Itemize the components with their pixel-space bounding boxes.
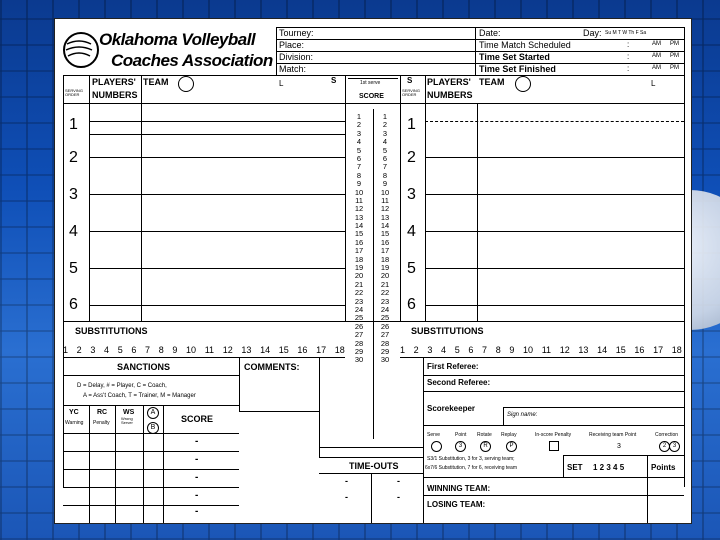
sub-number[interactable]: 1 bbox=[63, 345, 69, 355]
sub-number[interactable]: 6 bbox=[468, 345, 474, 355]
score-value[interactable]: 23 bbox=[380, 296, 390, 306]
inscore-penalty-label: In-score Penalty bbox=[535, 432, 572, 438]
colon: : bbox=[627, 52, 630, 61]
score-value[interactable]: 18 bbox=[380, 254, 390, 264]
score-value[interactable]: 21 bbox=[354, 279, 364, 289]
score-value[interactable]: 9 bbox=[356, 179, 362, 189]
sub-number[interactable]: 1 bbox=[400, 345, 406, 355]
correction-digit: 3 bbox=[672, 443, 677, 449]
sub-note-2: 6x7/6 Substitution, 7 for 6, receiving team bbox=[425, 465, 517, 471]
sub-number[interactable]: 4 bbox=[441, 345, 447, 355]
score-value[interactable]: 8 bbox=[356, 170, 362, 180]
sub-number[interactable]: 13 bbox=[578, 345, 589, 355]
sub-note-1: S3/1 Substitution, 3 for 3, serving team; bbox=[427, 456, 515, 462]
days-of-week: Su M T W Th F Sa bbox=[605, 30, 647, 36]
replay-label: Replay bbox=[501, 432, 517, 438]
score-value[interactable]: 4 bbox=[382, 137, 388, 147]
right-row-number: 1 bbox=[407, 116, 416, 133]
sub-number[interactable]: 4 bbox=[104, 345, 110, 355]
rc-label: RC bbox=[97, 409, 108, 416]
time-match-label: Time Match Scheduled bbox=[479, 40, 571, 50]
right-numbers-label: NUMBERS bbox=[427, 90, 473, 100]
score-value[interactable]: 19 bbox=[380, 263, 390, 273]
division-label: Division: bbox=[279, 52, 314, 62]
time-finished-label: Time Set Finished bbox=[479, 64, 556, 74]
score-value[interactable]: 1 bbox=[382, 112, 388, 121]
left-team-circle[interactable] bbox=[178, 76, 194, 92]
score-value[interactable]: 2 bbox=[356, 120, 362, 130]
left-substitutions-label: SUBSTITUTIONS bbox=[75, 326, 148, 336]
sanctions-legend-2: A = Ass't Coach, T = Trainer, M = Manager bbox=[83, 393, 196, 399]
score-value[interactable]: 16 bbox=[354, 237, 364, 247]
pm-label: PM bbox=[670, 53, 679, 59]
comments-label: COMMENTS: bbox=[244, 362, 300, 372]
right-row-number: 3 bbox=[407, 186, 416, 203]
score-value[interactable]: 9 bbox=[382, 179, 388, 189]
left-numbers-label: NUMBERS bbox=[92, 90, 138, 100]
sanctions-score-label: SCORE bbox=[181, 414, 214, 424]
sub-number[interactable]: 6 bbox=[131, 345, 137, 355]
score-value[interactable]: 24 bbox=[354, 304, 364, 314]
logo-line1: Oklahoma Volleyball bbox=[99, 30, 256, 49]
score-value[interactable]: 20 bbox=[354, 271, 364, 281]
score-value[interactable]: 3 bbox=[356, 128, 362, 138]
score-value[interactable]: 10 bbox=[354, 187, 364, 197]
timeouts-label: TIME-OUTS bbox=[349, 461, 399, 471]
team-a-circle[interactable] bbox=[147, 407, 159, 419]
sub-number[interactable]: 14 bbox=[597, 345, 608, 355]
am-label: AM bbox=[652, 53, 661, 59]
score-value[interactable]: 13 bbox=[380, 212, 390, 222]
score-value[interactable]: 7 bbox=[382, 162, 388, 172]
sub-number[interactable]: 12 bbox=[222, 345, 233, 355]
timeout-dash: - bbox=[397, 492, 400, 502]
score-value[interactable]: 17 bbox=[380, 246, 390, 256]
score-value[interactable]: 20 bbox=[380, 271, 390, 281]
sub-number[interactable]: 17 bbox=[316, 345, 327, 355]
sub-number[interactable]: 5 bbox=[117, 345, 123, 355]
date-label: Date: bbox=[479, 28, 501, 38]
sub-number[interactable]: 9 bbox=[509, 345, 515, 355]
score-column-right bbox=[377, 113, 393, 365]
left-row-number: 1 bbox=[69, 116, 78, 133]
right-team-label: TEAM bbox=[479, 77, 505, 87]
right-s-label: S bbox=[407, 76, 413, 85]
timeout-dash: - bbox=[345, 492, 348, 502]
replay-circle-icon bbox=[506, 441, 517, 452]
score-dash: - bbox=[195, 454, 199, 465]
left-substitution-numbers bbox=[63, 345, 345, 355]
score-value[interactable]: 27 bbox=[380, 330, 390, 340]
score-dash: - bbox=[195, 490, 199, 501]
score-value[interactable]: 26 bbox=[380, 321, 390, 331]
sub-number[interactable]: 7 bbox=[482, 345, 488, 355]
point-circle-icon bbox=[455, 441, 466, 452]
match-label: Match: bbox=[279, 64, 307, 74]
score-value[interactable]: 26 bbox=[354, 321, 364, 331]
score-value[interactable]: 23 bbox=[354, 296, 364, 306]
sub-number[interactable]: 3 bbox=[90, 345, 96, 355]
scorekeeper-label: Scorekeeper bbox=[427, 404, 476, 413]
score-value[interactable]: 16 bbox=[380, 237, 390, 247]
penalty-label: Penalty bbox=[93, 420, 110, 426]
score-value[interactable]: 25 bbox=[354, 313, 364, 323]
left-row-number: 4 bbox=[69, 223, 78, 240]
sub-number[interactable]: 16 bbox=[297, 345, 308, 355]
score-dash: - bbox=[195, 506, 199, 517]
winning-team-label: WINNING TEAM: bbox=[427, 484, 491, 493]
timeout-dash: - bbox=[397, 476, 400, 486]
sub-number[interactable]: 18 bbox=[334, 345, 345, 355]
score-column-left bbox=[351, 113, 367, 365]
left-team-label: TEAM bbox=[143, 77, 169, 87]
pm-label: PM bbox=[670, 41, 679, 47]
score-value[interactable]: 1 bbox=[356, 112, 362, 121]
score-value[interactable]: 25 bbox=[380, 313, 390, 323]
ws-sub-label: Wrong Server bbox=[121, 416, 133, 425]
time-started-label: Time Set Started bbox=[479, 52, 550, 62]
score-value[interactable]: 6 bbox=[356, 153, 362, 163]
timeout-dash: - bbox=[345, 476, 348, 486]
sanctions-label: SANCTIONS bbox=[117, 362, 171, 372]
sub-number[interactable]: 12 bbox=[559, 345, 570, 355]
correction-digit: 2 bbox=[662, 443, 667, 449]
score-value[interactable]: 28 bbox=[354, 338, 364, 348]
left-players-label: PLAYERS' bbox=[92, 77, 136, 87]
score-value[interactable]: 22 bbox=[354, 288, 364, 298]
sub-number[interactable]: 2 bbox=[76, 345, 82, 355]
sub-number[interactable]: 3 bbox=[427, 345, 433, 355]
sub-number[interactable]: 18 bbox=[671, 345, 682, 355]
score-value[interactable]: 29 bbox=[380, 346, 390, 356]
score-value[interactable]: 11 bbox=[381, 195, 389, 205]
colon: : bbox=[627, 64, 630, 73]
score-value[interactable]: 4 bbox=[356, 137, 362, 147]
warning-label: Warning bbox=[65, 420, 84, 426]
first-serve-label: 1st serve bbox=[360, 80, 381, 86]
right-team-circle[interactable] bbox=[515, 76, 531, 92]
serve-circle-icon bbox=[431, 441, 442, 452]
score-value[interactable]: 12 bbox=[380, 204, 390, 214]
score-value[interactable]: 6 bbox=[382, 153, 388, 163]
sub-number[interactable]: 13 bbox=[241, 345, 252, 355]
sanctions-legend-1: D = Delay, # = Player, C = Coach, bbox=[77, 383, 167, 389]
sub-number[interactable]: 16 bbox=[634, 345, 645, 355]
score-value[interactable]: 22 bbox=[380, 288, 390, 298]
score-value[interactable]: 3 bbox=[382, 128, 388, 138]
sub-number[interactable]: 15 bbox=[278, 345, 289, 355]
sub-number[interactable]: 9 bbox=[172, 345, 178, 355]
sub-number[interactable]: 10 bbox=[523, 345, 534, 355]
right-players-label: PLAYERS' bbox=[427, 77, 471, 87]
score-value[interactable]: 24 bbox=[380, 304, 390, 314]
am-label: AM bbox=[652, 65, 661, 71]
set-label: SET bbox=[567, 463, 583, 472]
score-value[interactable]: 19 bbox=[354, 263, 364, 273]
left-row-number: 5 bbox=[69, 260, 78, 277]
score-value[interactable]: 30 bbox=[354, 355, 364, 365]
place-label: Place: bbox=[279, 40, 305, 50]
right-row-number: 2 bbox=[407, 149, 416, 166]
colon: : bbox=[627, 40, 630, 49]
right-serving-order: SERVING ORDER bbox=[402, 88, 420, 97]
pm-label: PM bbox=[670, 65, 679, 71]
score-value[interactable]: 27 bbox=[354, 330, 364, 340]
score-value[interactable]: 8 bbox=[382, 170, 388, 180]
score-value[interactable]: 14 bbox=[380, 221, 390, 231]
right-row-number: 5 bbox=[407, 260, 416, 277]
ws-label: WS bbox=[123, 409, 135, 416]
score-value[interactable]: 7 bbox=[356, 162, 362, 172]
yc-label: YC bbox=[69, 409, 79, 416]
score-value[interactable]: 29 bbox=[354, 346, 364, 356]
volleyball-logo-icon bbox=[63, 32, 99, 68]
sub-number[interactable]: 8 bbox=[495, 345, 501, 355]
correction-label: Correction bbox=[655, 432, 679, 438]
receiving-point-digit: 3 bbox=[617, 443, 621, 450]
score-value[interactable]: 12 bbox=[354, 204, 364, 214]
am-label: AM bbox=[652, 41, 661, 47]
left-row-number: 6 bbox=[69, 296, 78, 313]
sub-number[interactable]: 17 bbox=[653, 345, 664, 355]
score-label: SCORE bbox=[359, 93, 384, 100]
score-value[interactable]: 17 bbox=[354, 246, 364, 256]
score-value[interactable]: 14 bbox=[354, 221, 364, 231]
points-label: Points bbox=[651, 463, 676, 472]
score-dash: - bbox=[195, 472, 199, 483]
rotate-label: Rotate bbox=[477, 432, 492, 438]
sub-number[interactable]: 5 bbox=[454, 345, 460, 355]
set-numbers: 1 2 3 4 5 bbox=[593, 463, 625, 472]
score-value[interactable]: 18 bbox=[354, 254, 364, 264]
point-digit: 3 bbox=[458, 443, 463, 449]
score-value[interactable]: 13 bbox=[354, 212, 364, 222]
losing-team-label: LOSING TEAM: bbox=[427, 500, 486, 509]
second-referee-label: Second Referee: bbox=[427, 378, 491, 387]
score-dash: - bbox=[195, 436, 199, 447]
correction-circle-icon bbox=[669, 441, 680, 452]
sub-number[interactable]: 7 bbox=[145, 345, 151, 355]
score-value[interactable]: 10 bbox=[380, 187, 390, 197]
sub-number[interactable]: 11 bbox=[541, 345, 552, 355]
right-row-number: 4 bbox=[407, 223, 416, 240]
right-substitution-numbers bbox=[400, 345, 682, 355]
score-value[interactable]: 15 bbox=[380, 229, 390, 239]
sub-number[interactable]: 8 bbox=[158, 345, 164, 355]
right-l-label: L bbox=[651, 79, 656, 88]
score-value[interactable]: 21 bbox=[380, 279, 390, 289]
sub-number[interactable]: 10 bbox=[186, 345, 197, 355]
team-b-letter: B bbox=[150, 424, 156, 431]
scoresheet bbox=[54, 18, 692, 524]
tourney-label: Tourney: bbox=[279, 28, 314, 38]
sign-name-label: Sign name: bbox=[507, 412, 538, 418]
penalty-square-icon bbox=[549, 441, 559, 451]
rotate-letter: R bbox=[483, 443, 488, 449]
score-value[interactable]: 11 bbox=[355, 195, 363, 205]
replay-letter: P bbox=[509, 443, 514, 449]
sub-number[interactable]: 15 bbox=[615, 345, 626, 355]
score-value[interactable]: 5 bbox=[382, 145, 388, 155]
day-label: Day: bbox=[583, 28, 602, 38]
sub-number[interactable]: 2 bbox=[413, 345, 419, 355]
score-value[interactable]: 28 bbox=[380, 338, 390, 348]
rotate-circle-icon bbox=[480, 441, 491, 452]
left-row-number: 2 bbox=[69, 149, 78, 166]
left-l-label: L bbox=[279, 79, 284, 88]
score-value[interactable]: 15 bbox=[354, 229, 364, 239]
first-referee-label: First Referee: bbox=[427, 362, 479, 371]
team-a-letter: A bbox=[150, 409, 156, 416]
score-value[interactable]: 2 bbox=[382, 120, 388, 130]
logo-line2: Coaches Association bbox=[111, 51, 273, 70]
left-s-label: S bbox=[331, 76, 337, 85]
score-value[interactable]: 30 bbox=[380, 355, 390, 365]
right-substitutions-label: SUBSTITUTIONS bbox=[411, 326, 484, 336]
score-value[interactable]: 5 bbox=[356, 145, 362, 155]
left-row-number: 3 bbox=[69, 186, 78, 203]
sub-number[interactable]: 14 bbox=[260, 345, 271, 355]
left-serving-order: SERVING ORDER bbox=[65, 88, 83, 97]
right-row-number: 6 bbox=[407, 296, 416, 313]
point-label: Point bbox=[455, 432, 467, 438]
serve-label: Serve bbox=[427, 432, 441, 438]
receiving-point-label: Receiving team Point bbox=[589, 432, 637, 438]
sub-number[interactable]: 11 bbox=[204, 345, 215, 355]
